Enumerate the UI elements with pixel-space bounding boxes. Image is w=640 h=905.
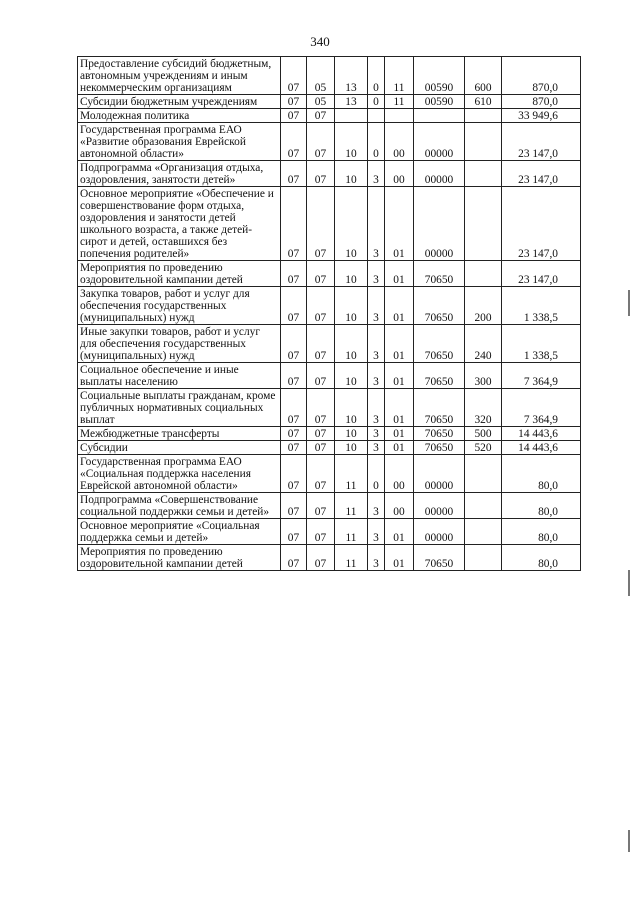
code-cell-c2: 07	[307, 187, 335, 261]
amount-cell: 14 443,6	[502, 427, 581, 441]
code-cell-c7	[465, 545, 502, 571]
code-cell-c1: 07	[281, 325, 307, 363]
code-cell-c2: 07	[307, 161, 335, 187]
code-cell-c4: 0	[368, 455, 385, 493]
scan-edge-mark	[628, 830, 630, 852]
code-cell-c5: 00	[385, 493, 414, 519]
code-cell-c7	[465, 519, 502, 545]
code-cell-c4: 3	[368, 187, 385, 261]
code-cell-c4: 0	[368, 57, 385, 95]
table-row	[78, 123, 581, 161]
code-cell-c2: 07	[307, 261, 335, 287]
table-row	[78, 161, 581, 187]
row-name: Социальное обеспечение и иные выплаты населению	[78, 363, 281, 389]
code-cell-c5: 01	[385, 389, 414, 427]
code-cell-c2: 07	[307, 441, 335, 455]
code-cell-c1: 07	[281, 389, 307, 427]
table-row	[78, 95, 581, 109]
code-cell-c1: 07	[281, 363, 307, 389]
code-cell-c5	[385, 109, 414, 123]
table-row	[78, 427, 581, 441]
code-cell-c1: 07	[281, 109, 307, 123]
code-cell-c2: 07	[307, 493, 335, 519]
table-row	[78, 287, 581, 325]
code-cell-c5: 00	[385, 455, 414, 493]
code-cell-c4: 3	[368, 519, 385, 545]
table-row	[78, 545, 581, 571]
table-row	[78, 187, 581, 261]
scan-edge-mark	[628, 570, 630, 596]
code-cell-c1: 07	[281, 455, 307, 493]
code-cell-c2: 05	[307, 95, 335, 109]
code-cell-c4	[368, 109, 385, 123]
amount-cell: 1 338,5	[502, 325, 581, 363]
code-cell-c4: 3	[368, 363, 385, 389]
code-cell-c2: 07	[307, 389, 335, 427]
code-cell-c1: 07	[281, 57, 307, 95]
code-cell-c6: 70650	[414, 389, 465, 427]
code-cell-c3: 10	[335, 261, 368, 287]
scan-edge-mark	[628, 290, 630, 316]
table-row	[78, 441, 581, 455]
amount-cell: 14 443,6	[502, 441, 581, 455]
row-name: Социальные выплаты гражданам, кроме публичных нормативных социальных выплат	[78, 389, 281, 427]
code-cell-c4: 0	[368, 95, 385, 109]
amount-cell: 23 147,0	[502, 261, 581, 287]
row-name: Закупка товаров, работ и услуг для обеспечения государственных (муниципальных) нужд	[78, 287, 281, 325]
code-cell-c7	[465, 187, 502, 261]
row-name: Государственная программа ЕАО «Социальная поддержка населения Еврейской автономной области»	[78, 455, 281, 493]
code-cell-c6: 70650	[414, 441, 465, 455]
code-cell-c7: 200	[465, 287, 502, 325]
table-row	[78, 493, 581, 519]
code-cell-c7	[465, 261, 502, 287]
code-cell-c7: 300	[465, 363, 502, 389]
amount-cell: 23 147,0	[502, 187, 581, 261]
amount-cell: 870,0	[502, 57, 581, 95]
code-cell-c7	[465, 161, 502, 187]
code-cell-c7: 240	[465, 325, 502, 363]
code-cell-c2: 07	[307, 363, 335, 389]
code-cell-c5: 01	[385, 519, 414, 545]
code-cell-c3: 10	[335, 389, 368, 427]
code-cell-c2: 07	[307, 325, 335, 363]
table-row	[78, 455, 581, 493]
code-cell-c5: 00	[385, 123, 414, 161]
code-cell-c6: 00000	[414, 187, 465, 261]
code-cell-c6: 00000	[414, 123, 465, 161]
code-cell-c6: 00000	[414, 519, 465, 545]
code-cell-c3: 10	[335, 441, 368, 455]
row-name: Государственная программа ЕАО «Развитие образования Еврейской автономной области»	[78, 123, 281, 161]
code-cell-c5: 01	[385, 287, 414, 325]
code-cell-c2: 07	[307, 109, 335, 123]
code-cell-c5: 01	[385, 427, 414, 441]
code-cell-c3: 10	[335, 187, 368, 261]
code-cell-c4: 3	[368, 287, 385, 325]
code-cell-c2: 07	[307, 545, 335, 571]
table-row	[78, 261, 581, 287]
row-name: Подпрограмма «Организация отдыха, оздоровления, занятости детей»	[78, 161, 281, 187]
code-cell-c3: 10	[335, 325, 368, 363]
code-cell-c6: 70650	[414, 261, 465, 287]
code-cell-c6: 00590	[414, 95, 465, 109]
row-name: Предоставление субсидий бюджетным, автономным учреждениям и иным некоммерческим организациям	[78, 57, 281, 95]
code-cell-c6	[414, 109, 465, 123]
code-cell-c6: 70650	[414, 363, 465, 389]
code-cell-c6: 00000	[414, 161, 465, 187]
code-cell-c7	[465, 109, 502, 123]
code-cell-c1: 07	[281, 493, 307, 519]
amount-cell: 80,0	[502, 455, 581, 493]
code-cell-c3: 10	[335, 161, 368, 187]
code-cell-c6: 70650	[414, 427, 465, 441]
code-cell-c5: 01	[385, 441, 414, 455]
table-row	[78, 57, 581, 95]
page-number: 340	[310, 34, 330, 49]
code-cell-c2: 07	[307, 287, 335, 325]
code-cell-c5: 00	[385, 161, 414, 187]
code-cell-c3: 10	[335, 123, 368, 161]
amount-cell: 870,0	[502, 95, 581, 109]
amount-cell: 80,0	[502, 493, 581, 519]
code-cell-c6: 70650	[414, 325, 465, 363]
amount-cell: 7 364,9	[502, 389, 581, 427]
code-cell-c1: 07	[281, 95, 307, 109]
code-cell-c3: 11	[335, 493, 368, 519]
code-cell-c3	[335, 109, 368, 123]
row-name: Межбюджетные трансферты	[78, 427, 281, 441]
code-cell-c7	[465, 493, 502, 519]
code-cell-c5: 01	[385, 261, 414, 287]
row-name: Основное мероприятие «Обеспечение и совершенствование форм отдыха, оздоровления и занятости детей школьного возраста, а также детей-сирот и детей, оставшихся без попечения родителей»	[78, 187, 281, 261]
code-cell-c3: 10	[335, 363, 368, 389]
code-cell-c3: 13	[335, 95, 368, 109]
code-cell-c7: 520	[465, 441, 502, 455]
row-name: Подпрограмма «Совершенствование социальной поддержки семьи и детей»	[78, 493, 281, 519]
code-cell-c3: 13	[335, 57, 368, 95]
code-cell-c4: 3	[368, 545, 385, 571]
code-cell-c2: 07	[307, 455, 335, 493]
code-cell-c7: 600	[465, 57, 502, 95]
row-name: Мероприятия по проведению оздоровительной кампании детей	[78, 261, 281, 287]
code-cell-c4: 3	[368, 441, 385, 455]
table-row	[78, 389, 581, 427]
code-cell-c6: 70650	[414, 545, 465, 571]
code-cell-c2: 07	[307, 123, 335, 161]
code-cell-c5: 01	[385, 325, 414, 363]
code-cell-c3: 10	[335, 287, 368, 325]
row-name: Молодежная политика	[78, 109, 281, 123]
code-cell-c4: 3	[368, 325, 385, 363]
code-cell-c6: 00000	[414, 455, 465, 493]
code-cell-c2: 07	[307, 427, 335, 441]
amount-cell: 33 949,6	[502, 109, 581, 123]
code-cell-c1: 07	[281, 519, 307, 545]
code-cell-c3: 10	[335, 427, 368, 441]
code-cell-c3: 11	[335, 545, 368, 571]
code-cell-c4: 3	[368, 427, 385, 441]
code-cell-c4: 3	[368, 261, 385, 287]
code-cell-c1: 07	[281, 123, 307, 161]
amount-cell: 23 147,0	[502, 123, 581, 161]
code-cell-c1: 07	[281, 441, 307, 455]
code-cell-c6: 70650	[414, 287, 465, 325]
code-cell-c7: 610	[465, 95, 502, 109]
code-cell-c1: 07	[281, 287, 307, 325]
amount-cell: 80,0	[502, 519, 581, 545]
code-cell-c5: 11	[385, 95, 414, 109]
code-cell-c5: 01	[385, 363, 414, 389]
amount-cell: 80,0	[502, 545, 581, 571]
row-name: Основное мероприятие «Социальная поддержка семьи и детей»	[78, 519, 281, 545]
row-name: Мероприятия по проведению оздоровительной кампании детей	[78, 545, 281, 571]
row-name: Иные закупки товаров, работ и услуг для обеспечения государственных (муниципальных) нужд	[78, 325, 281, 363]
code-cell-c7: 500	[465, 427, 502, 441]
table-row	[78, 363, 581, 389]
code-cell-c1: 07	[281, 261, 307, 287]
code-cell-c1: 07	[281, 545, 307, 571]
code-cell-c2: 07	[307, 519, 335, 545]
code-cell-c4: 0	[368, 123, 385, 161]
code-cell-c1: 07	[281, 187, 307, 261]
row-name: Субсидии	[78, 441, 281, 455]
table-row	[78, 109, 581, 123]
code-cell-c7	[465, 455, 502, 493]
code-cell-c6: 00590	[414, 57, 465, 95]
code-cell-c1: 07	[281, 161, 307, 187]
amount-cell: 7 364,9	[502, 363, 581, 389]
row-name: Субсидии бюджетным учреждениям	[78, 95, 281, 109]
table-row	[78, 519, 581, 545]
code-cell-c2: 05	[307, 57, 335, 95]
code-cell-c1: 07	[281, 427, 307, 441]
code-cell-c4: 3	[368, 389, 385, 427]
code-cell-c7	[465, 123, 502, 161]
budget-table	[77, 56, 581, 571]
amount-cell: 23 147,0	[502, 161, 581, 187]
code-cell-c3: 11	[335, 519, 368, 545]
code-cell-c4: 3	[368, 161, 385, 187]
code-cell-c7: 320	[465, 389, 502, 427]
code-cell-c6: 00000	[414, 493, 465, 519]
code-cell-c4: 3	[368, 493, 385, 519]
code-cell-c5: 01	[385, 187, 414, 261]
code-cell-c5: 01	[385, 545, 414, 571]
code-cell-c5: 11	[385, 57, 414, 95]
code-cell-c3: 11	[335, 455, 368, 493]
amount-cell: 1 338,5	[502, 287, 581, 325]
table-row	[78, 325, 581, 363]
